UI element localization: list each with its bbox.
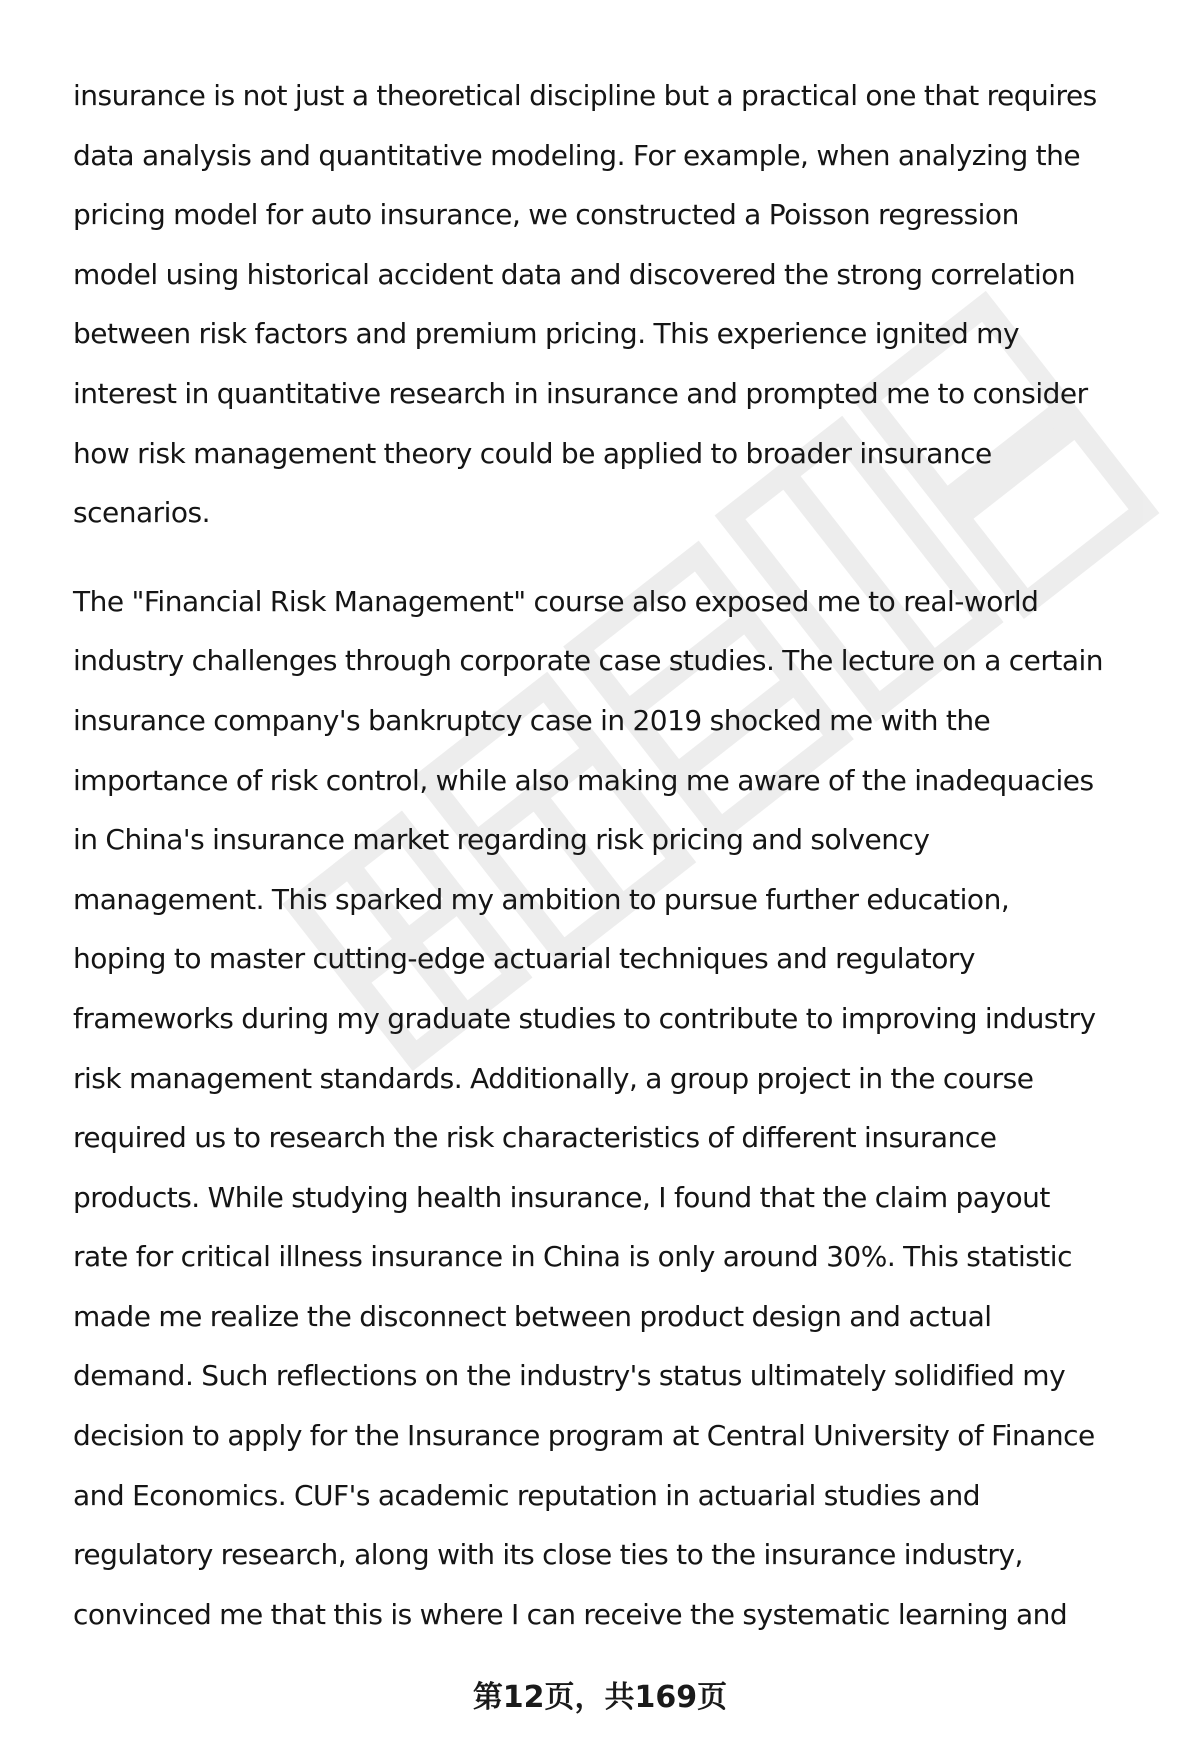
text-line: products. While studying health insurance, I found that the claim payout <box>73 1180 1050 1214</box>
text-line: model using historical accident data and discovered the strong correlation <box>73 257 1076 291</box>
paragraph-2 <box>73 572 1163 1645</box>
text-line: management. This sparked my ambition to pursue further education, <box>73 882 1010 916</box>
document-body <box>73 66 1163 1644</box>
text-line: made me realize the disconnect between product design and actual <box>73 1299 992 1333</box>
text-line: insurance is not just a theoretical discipline but a practical one that requires <box>73 79 1097 112</box>
text-line: data analysis and quantitative modeling. For example, when analyzing the <box>73 138 1081 172</box>
text-line: scenarios. <box>73 496 211 530</box>
text-line: convinced me that this is where I can receive the systematic learning and <box>73 1597 1068 1631</box>
text-line: decision to apply for the Insurance program at Central University of Finance <box>73 1419 1095 1453</box>
text-line: demand. Such reflections on the industry's status ultimately solidified my <box>73 1359 1066 1393</box>
text-line: risk management standards. Additionally, a group project in the course <box>73 1061 1034 1095</box>
text-line: interest in quantitative research in insurance and prompted me to consider <box>73 376 1088 410</box>
text-line: between risk factors and premium pricing. This experience ignited my <box>73 317 1020 351</box>
text-line: The "Financial Risk Management" course also exposed me to real-world <box>73 584 1039 618</box>
text-line: and Economics. CUF's academic reputation in actuarial studies and <box>73 1478 980 1512</box>
text-line: pricing model for auto insurance, we constructed a Poisson regression <box>73 198 1019 232</box>
paragraph-1 <box>73 66 1163 543</box>
text-line: how risk management theory could be applied to broader insurance <box>73 436 992 470</box>
text-line: in China's insurance market regarding risk pricing and solvency <box>73 823 930 857</box>
text-line: insurance company's bankruptcy case in 2019 shocked me with the <box>73 703 991 737</box>
text-line: required us to research the risk characteristics of different insurance <box>73 1121 997 1155</box>
text-line: industry challenges through corporate case studies. The lecture on a certain <box>73 644 1104 678</box>
text-line: importance of risk control, while also making me aware of the inadequacies <box>73 763 1094 797</box>
page-number-footer: 第12页，共169页 <box>472 1680 728 1715</box>
text-line: hoping to master cutting-edge actuarial techniques and regulatory <box>73 942 975 976</box>
text-line: regulatory research, along with its close ties to the insurance industry, <box>73 1538 1023 1572</box>
text-line: rate for critical illness insurance in China is only around 30%. This statistic <box>73 1240 1072 1274</box>
text-line: frameworks during my graduate studies to contribute to improving industry <box>73 1001 1096 1035</box>
